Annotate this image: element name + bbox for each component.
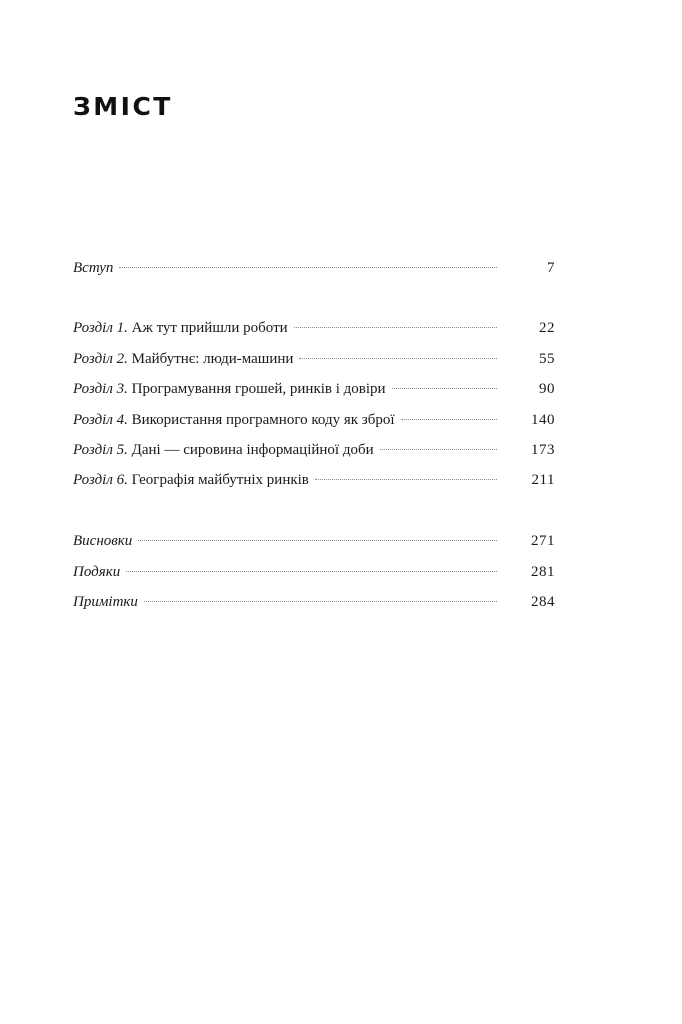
toc-page-number: 55 <box>539 351 555 367</box>
toc-page-number: 284 <box>531 594 555 610</box>
toc-entry-notes[interactable] <box>73 591 555 613</box>
toc-entry-prefix: Розділ 3. <box>73 381 128 397</box>
toc-entry-prefix: Розділ 2. <box>73 351 128 367</box>
dot-leader <box>315 469 497 480</box>
dot-leader <box>126 561 497 572</box>
page-title: ЗМІСТ <box>73 92 173 121</box>
toc-page-number: 271 <box>531 533 555 549</box>
toc-page-number: 173 <box>531 442 555 458</box>
dot-leader <box>138 530 497 541</box>
toc-entry-prefix: Розділ 5. <box>73 442 128 458</box>
toc-page-number: 22 <box>539 320 555 336</box>
toc-entry-chapter-2[interactable] <box>73 348 555 370</box>
toc-page-number: 90 <box>539 381 555 397</box>
toc-entry-prefix: Висновки <box>73 533 133 549</box>
toc-entry-label <box>73 317 288 339</box>
toc-entry-title: Майбутнє: люди-машини <box>131 351 294 367</box>
toc-entry-label <box>73 561 120 583</box>
toc-entry-label <box>73 348 293 370</box>
toc-entry-chapter-6[interactable] <box>73 469 555 491</box>
toc-entry-label <box>73 530 132 552</box>
toc-entry-prefix: Розділ 6. <box>73 472 128 488</box>
toc-entry-intro[interactable] <box>73 257 555 279</box>
toc-page-number: 7 <box>547 260 555 276</box>
toc-entry-label <box>73 378 386 400</box>
toc-entry-title: Використання програмного коду як зброї <box>131 412 395 428</box>
toc-entry-prefix: Вступ <box>73 260 114 276</box>
toc-entry-chapter-5[interactable] <box>73 439 555 461</box>
dot-leader <box>294 317 497 328</box>
dot-leader <box>380 439 497 450</box>
toc-page-number: 211 <box>531 472 555 488</box>
toc-entry-prefix: Подяки <box>73 564 121 580</box>
toc-entry-title: Дані — сировина інформаційної доби <box>131 442 374 458</box>
dot-leader <box>401 409 498 420</box>
toc-page-number: 140 <box>531 412 555 428</box>
toc-entry-label <box>73 439 374 461</box>
toc-entry-chapter-1[interactable] <box>73 317 555 339</box>
toc-entry-label <box>73 591 138 613</box>
toc-entry-label <box>73 469 309 491</box>
toc-page-number: 281 <box>531 564 555 580</box>
toc-entry-label <box>73 257 113 279</box>
dot-leader <box>299 348 497 359</box>
toc-entry-chapter-4[interactable] <box>73 409 555 431</box>
toc-entry-title: Географія майбутніх ринків <box>131 472 309 488</box>
toc-entry-conclusions[interactable] <box>73 530 555 552</box>
dot-leader <box>392 378 497 389</box>
toc-entry-prefix: Розділ 4. <box>73 412 128 428</box>
dot-leader <box>144 591 497 602</box>
toc-entry-prefix: Примітки <box>73 594 138 610</box>
toc-entry-label <box>73 409 395 431</box>
toc-entry-title: Аж тут прийшли роботи <box>131 320 288 336</box>
toc-entry-title: Програмування грошей, ринків і довіри <box>131 381 386 397</box>
toc-entry-prefix: Розділ 1. <box>73 320 128 336</box>
dot-leader <box>119 257 497 268</box>
toc-entry-chapter-3[interactable] <box>73 378 555 400</box>
toc-entry-acknowledgements[interactable] <box>73 561 555 583</box>
